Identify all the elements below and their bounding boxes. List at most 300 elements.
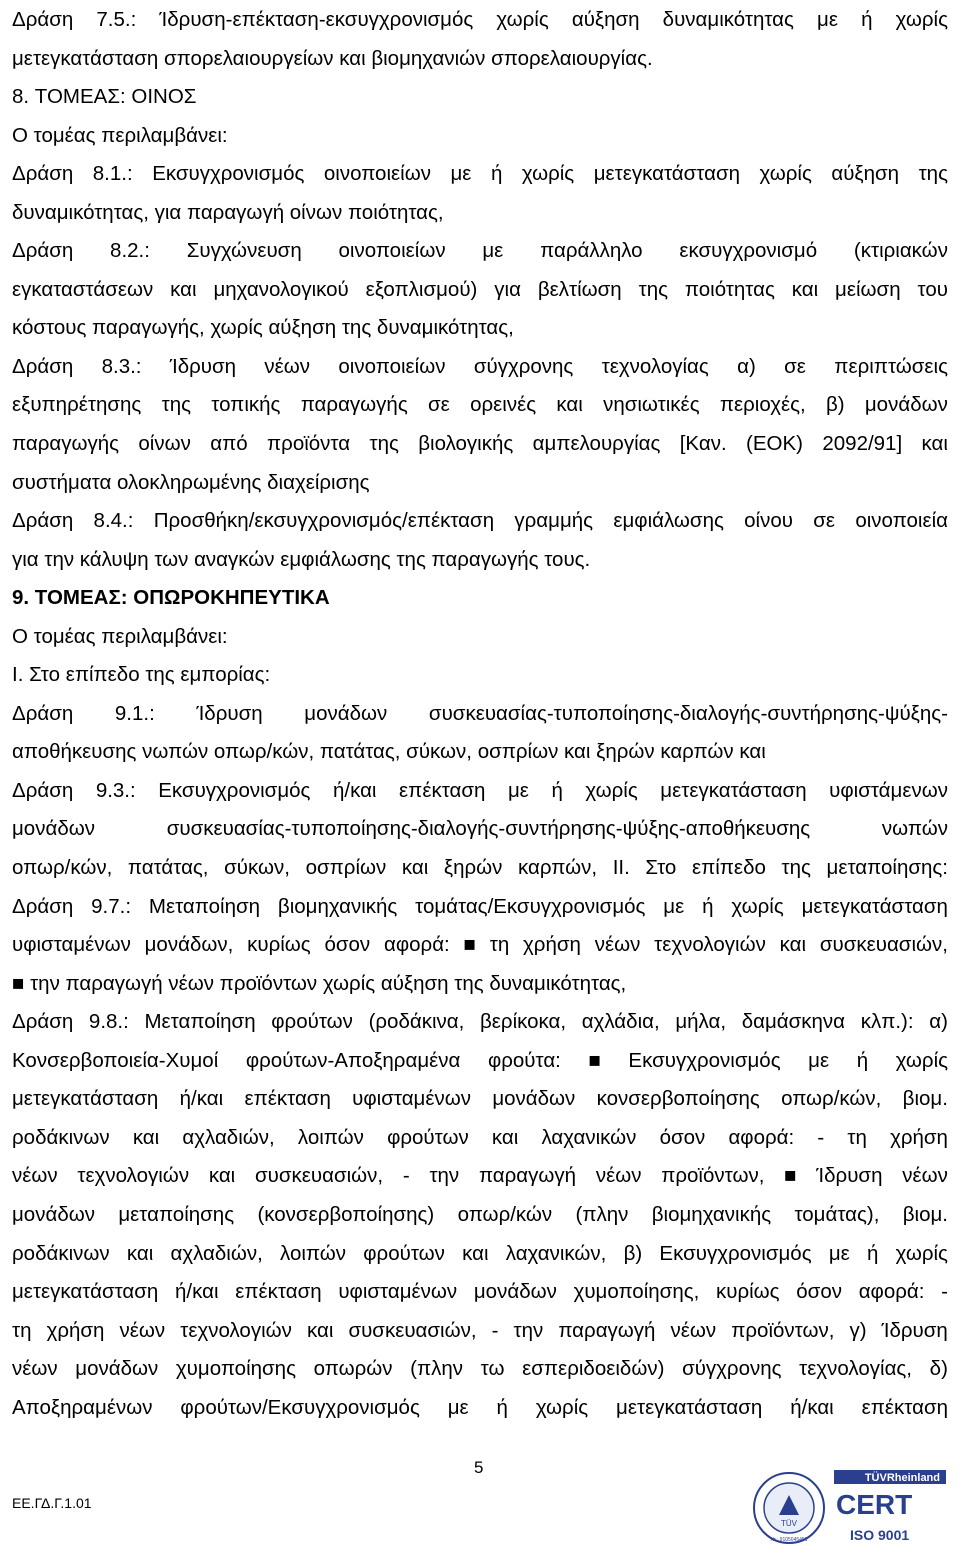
word: σπορελαιουργείων bbox=[164, 46, 334, 70]
text-line bbox=[12, 232, 948, 271]
word: φρούτων bbox=[363, 1241, 445, 1265]
word: δυναμικότητας, bbox=[376, 316, 514, 340]
word: φρούτων/Εκσυγχρονισμός bbox=[180, 1395, 420, 1419]
word: ΙΙ. bbox=[612, 856, 630, 880]
word: βιομ. bbox=[902, 1087, 948, 1111]
word: τεχνολογιών bbox=[654, 933, 766, 957]
word: υφισταμένων bbox=[352, 1087, 471, 1111]
word: μετεγκατάσταση bbox=[12, 1280, 159, 1304]
word: χωρίς bbox=[535, 1395, 589, 1419]
word: χωρίς bbox=[895, 1048, 948, 1072]
text-line bbox=[12, 155, 948, 194]
word: (πλην bbox=[575, 1202, 629, 1226]
word: βιομηχανικής bbox=[651, 1202, 772, 1226]
word: Ίδρυση bbox=[881, 1318, 948, 1342]
word: όσον bbox=[796, 1280, 842, 1304]
word: οπωρών bbox=[313, 1357, 393, 1381]
text-line bbox=[12, 502, 948, 541]
word: Δράση bbox=[12, 239, 74, 263]
word: της bbox=[341, 316, 372, 340]
word: μονάδων bbox=[492, 1087, 576, 1111]
word: εξοπλισμού) bbox=[365, 277, 478, 301]
text-line bbox=[12, 78, 948, 117]
word: χρήση bbox=[46, 1318, 105, 1342]
word: Δράση bbox=[12, 354, 74, 378]
text-line bbox=[12, 733, 948, 772]
word: Μεταποίηση bbox=[148, 894, 261, 918]
word: λαχανικών bbox=[541, 1125, 637, 1149]
word: αφορά: bbox=[383, 933, 450, 957]
word: ή bbox=[490, 162, 503, 186]
word: παραγωγής bbox=[300, 393, 408, 417]
word: (κονσερβοποίησης) bbox=[257, 1202, 435, 1226]
word: δυναμικότητας, bbox=[489, 971, 627, 995]
word: Δράση bbox=[12, 894, 74, 918]
word: παραγωγής bbox=[431, 547, 539, 571]
word: κονσερβοποίησης bbox=[596, 1087, 760, 1111]
word: Εκσυγχρονισμός bbox=[152, 162, 305, 186]
text-line bbox=[12, 1, 948, 40]
word: νέων bbox=[594, 933, 641, 957]
word: τους. bbox=[544, 547, 591, 571]
word: πατάτας, bbox=[319, 740, 401, 764]
word: λαχανικών, bbox=[505, 1241, 607, 1265]
text-line bbox=[12, 1312, 948, 1351]
word: νέων bbox=[12, 1357, 58, 1381]
word: προϊόντα bbox=[267, 432, 351, 456]
word: εξυπηρέτησης bbox=[12, 393, 142, 417]
word: 8.2.: bbox=[110, 239, 150, 263]
word: και bbox=[491, 1125, 519, 1149]
word: φρούτα: bbox=[487, 1048, 561, 1072]
word: νωπών bbox=[881, 817, 948, 841]
word: μετεγκατάσταση bbox=[660, 778, 807, 802]
word: - bbox=[941, 1280, 948, 1304]
word: με bbox=[450, 162, 472, 186]
word: αύξηση bbox=[831, 162, 900, 186]
word: επέκταση bbox=[399, 778, 486, 802]
word: αύξηση bbox=[380, 971, 449, 995]
word: τομέας bbox=[33, 123, 96, 147]
word: (ροδάκινα, bbox=[368, 1010, 465, 1034]
word: με bbox=[447, 1395, 469, 1419]
text-line bbox=[12, 541, 948, 580]
word: Μεταποίηση bbox=[144, 1010, 256, 1034]
word: και bbox=[306, 1318, 334, 1342]
word: ή bbox=[861, 8, 873, 31]
word: εμφιάλωσης bbox=[613, 509, 724, 533]
word: συσκευασίας-τυποποίησης-διαλογής-συντήρησης-ψύξης-αποθήκευσης bbox=[166, 817, 811, 841]
word: - bbox=[817, 1125, 825, 1149]
word: α) bbox=[929, 1010, 948, 1034]
bullet-icon: ■ bbox=[588, 1048, 601, 1072]
word: ποιότητας bbox=[684, 277, 775, 301]
word: (ΕΟΚ) bbox=[746, 432, 803, 456]
word: σύκων, bbox=[406, 740, 472, 764]
text-line bbox=[12, 618, 948, 657]
word: με bbox=[507, 778, 529, 802]
word: μονάδων bbox=[75, 1357, 159, 1381]
text-line bbox=[12, 40, 948, 79]
word: ροδάκινων bbox=[12, 1241, 110, 1265]
word: τομέας bbox=[33, 624, 96, 648]
word: Δράση bbox=[12, 778, 74, 802]
word: αχλαδιών, bbox=[170, 1241, 263, 1265]
word: νησιωτικές bbox=[603, 393, 700, 417]
word: τεχνολογιών bbox=[77, 1164, 190, 1188]
word: ή bbox=[551, 778, 563, 802]
word: δαμάσκηνα bbox=[741, 1010, 846, 1034]
word: 8.4.: bbox=[93, 509, 134, 533]
word: σε bbox=[428, 393, 450, 417]
word: α) bbox=[737, 354, 756, 378]
word: μονάδων bbox=[304, 701, 388, 725]
text-line bbox=[12, 425, 948, 464]
word: 9.8.: bbox=[88, 1010, 129, 1034]
cert-label: CERT bbox=[836, 1489, 913, 1520]
word: Προσθήκη/εκσυγχρονισμός/επέκταση bbox=[153, 509, 495, 533]
word: της bbox=[781, 856, 811, 880]
word: Δράση bbox=[12, 162, 74, 186]
word: αύξηση bbox=[571, 8, 640, 31]
word: επέκταση bbox=[235, 1280, 322, 1304]
word: ή/και bbox=[179, 1087, 224, 1111]
word: συστήματα bbox=[12, 470, 112, 494]
word: τοπικής bbox=[211, 393, 281, 417]
word: μονάδων bbox=[12, 1202, 95, 1226]
word: βιομ. bbox=[902, 1202, 948, 1226]
word: σπορελαιουργίας. bbox=[491, 46, 653, 70]
word: οίνων bbox=[138, 432, 191, 456]
word: περιοχές, bbox=[719, 393, 806, 417]
word: υφιστάμενων bbox=[829, 778, 948, 802]
word: Εκσυγχρονισμός bbox=[158, 778, 311, 802]
word: τη bbox=[847, 1125, 867, 1149]
word: δυναμικότητας, bbox=[12, 200, 149, 224]
word: 8. bbox=[12, 85, 30, 109]
word: οσπρίων bbox=[477, 740, 559, 764]
word: βερίκοκα, bbox=[479, 1010, 567, 1034]
text-line bbox=[12, 1157, 948, 1196]
text-line bbox=[12, 1273, 948, 1312]
word: συσκευασιών, bbox=[348, 1318, 477, 1342]
word: σύγχρονης bbox=[682, 1357, 782, 1381]
word: Ίδρυση bbox=[816, 1164, 883, 1188]
word: προϊόντων bbox=[219, 971, 318, 995]
word: της bbox=[369, 432, 399, 456]
text-line bbox=[12, 1350, 948, 1389]
word: για bbox=[154, 200, 182, 224]
word: την bbox=[44, 547, 75, 571]
word: 7.5.: bbox=[96, 8, 137, 31]
word: ή/και bbox=[175, 1280, 219, 1304]
word: αφορά: bbox=[858, 1280, 925, 1304]
word: μεταποίησης: bbox=[826, 856, 948, 880]
word: β) bbox=[623, 1241, 643, 1265]
text-line bbox=[12, 194, 948, 233]
word: της bbox=[454, 971, 484, 995]
word: φρούτων bbox=[271, 1010, 353, 1034]
word: προϊόντων, bbox=[731, 1318, 835, 1342]
word: ή/και bbox=[332, 778, 377, 802]
word: μονάδων bbox=[12, 817, 95, 841]
word: Συγχώνευση bbox=[186, 239, 302, 263]
word: (κτιριακών bbox=[853, 239, 948, 263]
word: χωρίς bbox=[585, 778, 638, 802]
word: για bbox=[12, 547, 39, 571]
word: εκσυγχρονισμό bbox=[679, 239, 818, 263]
word: ορεινές bbox=[470, 393, 537, 417]
word: με bbox=[828, 1241, 850, 1265]
word: σε bbox=[813, 509, 836, 533]
word: παραγωγής, bbox=[92, 316, 205, 340]
word: 9.7.: bbox=[91, 894, 132, 918]
word: κάλυψη bbox=[79, 547, 149, 571]
word: μηχανολογικού bbox=[213, 277, 349, 301]
word: την bbox=[30, 971, 60, 995]
text-line bbox=[12, 1080, 948, 1119]
word: και bbox=[739, 740, 766, 764]
word: χωρίς bbox=[210, 316, 263, 340]
word: βελτίωση bbox=[537, 277, 622, 301]
word: όσον bbox=[324, 933, 371, 957]
word: επίπεδο bbox=[691, 856, 766, 880]
word: καρπών, bbox=[518, 856, 598, 880]
word: β) bbox=[825, 393, 845, 417]
word: και bbox=[208, 1164, 236, 1188]
word: νέων bbox=[902, 1164, 948, 1188]
word: εμπορίας: bbox=[180, 663, 271, 687]
word: οίνου bbox=[744, 509, 793, 533]
word: συσκευασιών, bbox=[819, 933, 948, 957]
word: 9.1.: bbox=[114, 701, 155, 725]
word: αποθήκευσης bbox=[12, 740, 137, 764]
word: Αποξηραμένων bbox=[12, 1395, 153, 1419]
word: 8.1.: bbox=[92, 162, 133, 186]
text-line bbox=[12, 849, 948, 888]
word: από bbox=[210, 432, 248, 456]
word: προϊόντων, bbox=[661, 1164, 765, 1188]
word: με bbox=[817, 8, 838, 31]
text-line bbox=[12, 117, 948, 156]
word: περιπτώσεις bbox=[834, 354, 948, 378]
word: νέων bbox=[119, 1318, 166, 1342]
word: φρούτων-Αποξηραμένα bbox=[245, 1048, 461, 1072]
word: κόστους bbox=[12, 316, 87, 340]
bullet-icon: ■ bbox=[463, 933, 476, 957]
word: 9. bbox=[12, 586, 30, 610]
word: μονάδων bbox=[473, 1280, 557, 1304]
word: νέων bbox=[670, 1318, 717, 1342]
word: Δράση bbox=[12, 1010, 74, 1034]
word: 2092/91] bbox=[822, 432, 903, 456]
word: οπωρ/κών, bbox=[213, 740, 315, 764]
word: βιομηχανικής bbox=[277, 894, 398, 918]
text-line bbox=[12, 1003, 948, 1042]
word: βιομηχανιών bbox=[371, 46, 486, 70]
word: ή bbox=[702, 894, 714, 918]
word: τεχνολογίας bbox=[601, 354, 709, 378]
word: μείωση bbox=[835, 277, 901, 301]
word: κλπ.): bbox=[860, 1010, 914, 1034]
word: χωρίς bbox=[731, 894, 784, 918]
word: νέων bbox=[264, 354, 311, 378]
word: τομάτας), bbox=[794, 1202, 880, 1226]
word: νέων bbox=[168, 971, 214, 995]
word: Ι. bbox=[12, 663, 24, 687]
word: περιλαμβάνει: bbox=[101, 123, 228, 147]
word: ΟΠΩΡΟΚΗΠΕΥΤΙΚΑ bbox=[133, 586, 330, 610]
word: και bbox=[462, 1241, 489, 1265]
word: τη bbox=[489, 933, 510, 957]
word: και bbox=[170, 277, 197, 301]
text-line bbox=[12, 1389, 948, 1428]
text-line bbox=[12, 271, 948, 310]
word: την bbox=[429, 1164, 460, 1188]
word: τω bbox=[480, 1357, 505, 1381]
word: ή bbox=[866, 1241, 879, 1265]
word: σύκων, bbox=[224, 856, 290, 880]
word: ξηρών bbox=[596, 740, 655, 764]
word: οπωρ/κών, bbox=[12, 856, 113, 880]
word: χωρίς bbox=[322, 971, 376, 995]
word: Δράση bbox=[12, 8, 74, 31]
text-line bbox=[12, 1042, 948, 1081]
word: λοιπών bbox=[297, 1125, 364, 1149]
word: αναγκών bbox=[194, 547, 275, 571]
brand-name: TÜVRheinland bbox=[864, 1472, 940, 1484]
word: και bbox=[791, 277, 819, 301]
text-line bbox=[12, 965, 948, 1004]
word: ΟΙΝΟΣ bbox=[131, 85, 197, 109]
word: χρήση bbox=[523, 933, 581, 957]
seal-reg-number: Nr.: 9105045451 bbox=[770, 1537, 808, 1543]
text-line bbox=[12, 386, 948, 425]
word: - bbox=[491, 1318, 499, 1342]
word: περιλαμβάνει: bbox=[101, 624, 228, 648]
word: επέκταση bbox=[244, 1087, 331, 1111]
seal-text: TÜV bbox=[781, 1519, 797, 1528]
word: Ίδρυση-επέκταση-εκσυγχρονισμός bbox=[159, 8, 474, 31]
word: 9.3.: bbox=[95, 778, 136, 802]
word: παραγωγή bbox=[65, 971, 163, 995]
word: της bbox=[396, 547, 426, 571]
text-line bbox=[12, 926, 948, 965]
word: εσπεριδοειδών) bbox=[522, 1357, 665, 1381]
text-line bbox=[12, 888, 948, 927]
word: παράλληλο bbox=[540, 239, 643, 263]
word: της bbox=[161, 393, 191, 417]
word: μήλα, bbox=[675, 1010, 727, 1034]
word: όσον bbox=[659, 1125, 706, 1149]
word: λοιπών bbox=[280, 1241, 347, 1265]
text-line bbox=[12, 656, 948, 695]
word: τη bbox=[12, 1318, 32, 1342]
word: με bbox=[808, 1048, 830, 1072]
text-line bbox=[12, 1235, 948, 1274]
word: νέων bbox=[595, 1164, 642, 1188]
word: της bbox=[145, 663, 175, 687]
word: οπωρ/κών, bbox=[781, 1087, 882, 1111]
word: των bbox=[154, 547, 189, 571]
word: ξηρών bbox=[443, 856, 503, 880]
word: βιολογικής bbox=[418, 432, 514, 456]
bullet-icon: ■ bbox=[12, 971, 25, 995]
word: μετεγκατάσταση bbox=[616, 1395, 763, 1419]
word: και bbox=[779, 933, 807, 957]
word: χωρίς bbox=[759, 162, 812, 186]
word: συσκευασίας-τυποποίησης-διαλογής-συντήρησης-ψύξης- bbox=[428, 701, 948, 725]
word: [Καν. bbox=[679, 432, 727, 456]
word: οινοποιείων bbox=[338, 239, 446, 263]
word: καρπών bbox=[660, 740, 734, 764]
text-line bbox=[12, 464, 948, 503]
document-code: ΕΕ.ΓΔ.Γ.1.01 bbox=[12, 1495, 92, 1511]
word: συσκευασιών, bbox=[254, 1164, 384, 1188]
word: χωρίς bbox=[521, 162, 575, 186]
text-line bbox=[12, 309, 948, 348]
word: οινοποιείων bbox=[338, 354, 446, 378]
word: αφορά: bbox=[728, 1125, 795, 1149]
word: ροδάκινων bbox=[12, 1125, 110, 1149]
word: επέκταση bbox=[861, 1395, 948, 1419]
text-line bbox=[12, 1119, 948, 1158]
word: Εκσυγχρονισμός bbox=[659, 1241, 812, 1265]
word: φρούτων bbox=[387, 1125, 469, 1149]
word: παραγωγή bbox=[558, 1318, 656, 1342]
word: ή bbox=[496, 1395, 508, 1419]
word: και bbox=[401, 856, 429, 880]
word: με bbox=[482, 239, 504, 263]
word: ποιότητας, bbox=[347, 200, 444, 224]
word: μετεγκατάσταση bbox=[12, 1087, 159, 1111]
word: αχλάδια, bbox=[581, 1010, 660, 1034]
word: οπωρ/κών bbox=[457, 1202, 553, 1226]
word: μονάδων bbox=[864, 393, 948, 417]
text-line bbox=[12, 695, 948, 734]
word: σύγχρονης bbox=[473, 354, 574, 378]
word: παραγωγή bbox=[186, 200, 285, 224]
word: για bbox=[494, 277, 521, 301]
word: γραμμής bbox=[514, 509, 594, 533]
word: δυναμικότητας bbox=[662, 8, 794, 31]
word: χωρίς bbox=[496, 8, 549, 31]
word: χωρίς bbox=[895, 1241, 948, 1265]
word: Ίδρυση bbox=[169, 354, 237, 378]
word: οινοποιείων bbox=[323, 162, 431, 186]
word: τεχνολογίας, bbox=[799, 1357, 913, 1381]
word: της bbox=[918, 162, 948, 186]
word: ΤΟΜΕΑΣ: bbox=[34, 85, 126, 109]
word: και bbox=[132, 1125, 160, 1149]
word: αχλαδιών, bbox=[182, 1125, 275, 1149]
word: υφισταμένων bbox=[338, 1280, 458, 1304]
word: ΤΟΜΕΑΣ: bbox=[34, 586, 128, 610]
word: μεταποίησης bbox=[118, 1202, 235, 1226]
word: Κονσερβοποιεία-Χυμοί bbox=[12, 1048, 219, 1072]
word: Στο bbox=[29, 663, 60, 687]
word: της bbox=[638, 277, 668, 301]
word: διαχείρισης bbox=[267, 470, 370, 494]
text-line bbox=[12, 348, 948, 387]
word: μετεγκατάσταση bbox=[593, 162, 741, 186]
word: Δράση bbox=[12, 509, 74, 533]
word: γ) bbox=[849, 1318, 867, 1342]
tuv-cert-logo bbox=[752, 1468, 948, 1548]
word: Ίδρυση bbox=[196, 701, 263, 725]
word: κυρίως bbox=[716, 1280, 780, 1304]
word: πατάτας, bbox=[127, 856, 209, 880]
